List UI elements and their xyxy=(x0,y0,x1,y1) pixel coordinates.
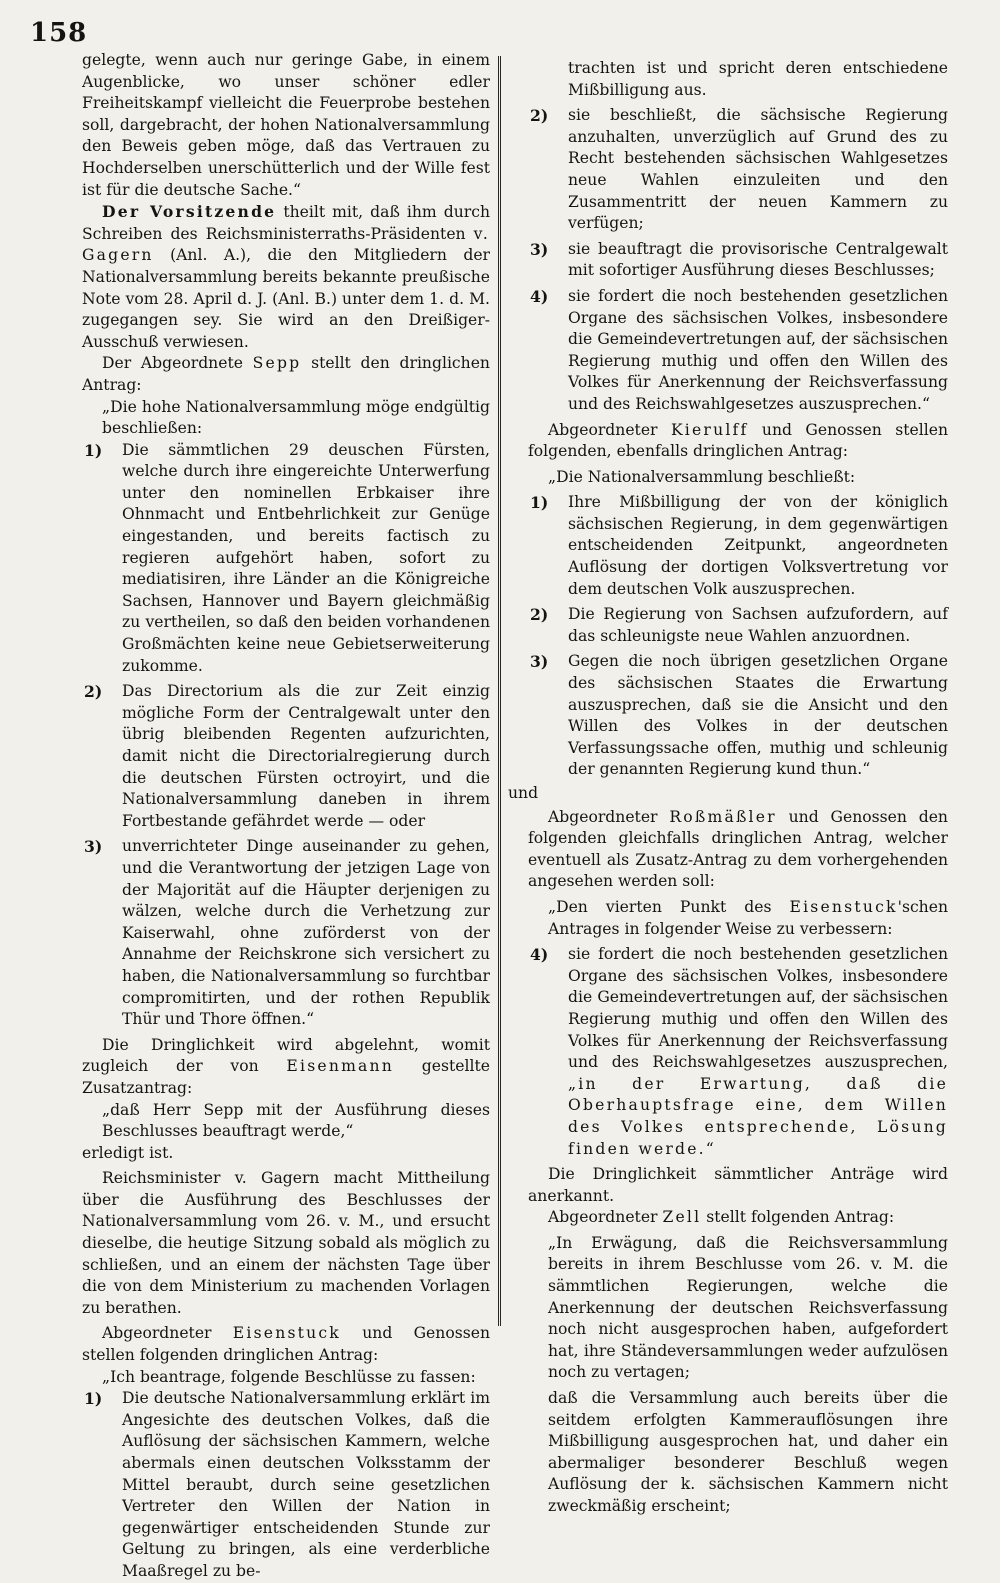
person-name: Sepp xyxy=(252,354,302,373)
paragraph-rossmaessler-intro: Abgeordneter Roßmäßler und Genossen den folgenden gleichfalls dringlichen Antrag, welcher eventuell als Zusatz-Antrag zu dem vorhergehenden angesehen werden soll: xyxy=(528,807,948,891)
paragraph-kierulff-intro: Abgeordneter Kierulff und Genossen stellen folgenden, ebenfalls dringlichen Antrag: xyxy=(528,420,948,461)
paragraph-sepp-intro: Der Abgeordnete Sepp stellt den dringlichen Antrag: xyxy=(82,354,490,394)
paragraph-eisenstuck-intro: Abgeordneter Eisenstuck und Genossen stellen folgenden dringlichen Antrag: xyxy=(82,1324,490,1365)
motion-quote: „Ich beantrage, folgende Beschlüsse zu fassen: xyxy=(102,1367,476,1386)
paragraph-settled: erledigt ist. xyxy=(82,1143,174,1162)
person-name: v. Gagern xyxy=(82,224,490,265)
motion-item: 3) Gegen die noch übrigen gesetzlichen Organe des sächsischen Staates die Erwartung auszusprechen, daß sie die Ansicht und den Willen des Volkes in der deutschen Verfassungssache offen, muthig und schleunig der genannten Regierung kund thun.“ xyxy=(530,652,948,779)
motion-item: 2) Die Regierung von Sachsen aufzufordern, auf das schleunigste neue Wahlen anzuordnen. xyxy=(530,605,948,645)
column-divider xyxy=(498,56,501,1326)
motion-item: 1) Die sämmtlichen 29 deuschen Fürsten, welche durch ihre eingereichte Unterwerfung unter den nominellen Erbkaiser ihre Ohnmacht und Entbehrlichkeit zur Genüge eingestanden, und bereits factisch zu regieren aufgehört haben, sofort zu mediatisiren, ihre Länder an die Königreiche Sachsen, Hannover und Bayern gleichmäßig zu vertheilen, so daß den beiden vorhandenen Großmächten keine neue Gebietserweiterung zukomme. xyxy=(84,440,490,675)
paragraph-continuation: gelegte, wenn auch nur geringe Gabe, in einem Augenblicke, wo unser schöner edler Freiheitskampf vielleicht die Feuerprobe bestehen soll, dargebracht, der hohen Nationalversammlung den Beweis geben möge, daß das Vertrauen zu Hochderselben unerschütterlich und der Wille fest ist für die deutsche Sache.“ xyxy=(82,51,490,199)
motion-item: 1) Ihre Mißbilligung der von der königlich sächsischen Regierung, in dem gegenwärtigen entscheidenden Zeitpunkt, angeordneten Auflösung der dortigen Volksvertretung vor dem deutschen Volk auszusprechen. xyxy=(530,493,948,598)
person-name: Roßmäßler xyxy=(669,807,777,826)
person-name: Eisenstuck xyxy=(232,1324,341,1343)
speaker-name: Der Vorsitzende xyxy=(102,202,277,222)
paragraph-minister: Reichsminister v. Gagern macht Mittheilung über die Ausführung des Beschlusses der Nationalversammlung vom 26. v. M., und ersucht dieselbe, die heutige Sitzung sobald als möglich zu schließen, und an einem der nächsten Tage über die von dem Ministerium zu machenden Vorlagen zu berathen. xyxy=(82,1169,490,1317)
motion-item: 3) sie beauftragt die provisorische Centralgewalt mit sofortiger Ausführung dieses Beschlusses; xyxy=(530,239,948,280)
motion-quote: „Die Nationalversammlung beschließt: xyxy=(548,467,856,486)
paragraph-zell-intro: Abgeordneter Zell stellt folgenden Antrag: xyxy=(548,1208,895,1227)
motion-item: 1) Die deutsche Nationalversammlung erklärt im Angesichte des deutschen Volkes, daß die Auflösung der sächsischen Kammern, welche abermals einen deutschen Volksstamm der Mittel beraubt, durch seine gesetzlichen Vertreter den Willen der Nation in gegenwärtiger entscheidenden Stunde zur Geltung zu bringen, als eine verderbliche Maaßregel zu be- xyxy=(84,1389,490,1580)
person-name: Zell xyxy=(662,1208,702,1227)
motion-quote: daß die Versammlung auch bereits über die seitdem erfolgten Kammerauflösungen ihre Mißbilligung ausgesprochen hat, und daher ein abermaliger besonderer Beschluß wegen Auflösung der k. sächsischen Kammern nicht zweckmäßig erscheint; xyxy=(548,1389,948,1515)
motion-item: 4) sie fordert die noch bestehenden gesetzlichen Organe des sächsischen Volkes, insbesondere die Gemeindevertretungen auf, der sächsischen Regierung muthig und offen den Willen des Volkes für Anerkennung der Reichsverfassung und des Reichswahlgesetzes auszusprechen.“ xyxy=(530,286,948,413)
emphasized-text: „in der Erwartung, daß die Oberhauptsfrage eine, dem Willen des Volkes entsprechende, Lösung finden werde.“ xyxy=(568,1074,948,1158)
person-name: Kierulff xyxy=(670,420,749,439)
paragraph-rejected: Die Dringlichkeit wird abgelehnt, womit zugleich der von Eisenmann gestellte Zusatzantrag: xyxy=(82,1035,490,1097)
conjunction-und: und xyxy=(508,784,539,802)
person-name: Eisenstuck xyxy=(789,897,898,916)
motion-item: 2) sie beschließt, die sächsische Regierung anzuhalten, unverzüglich auf Grund des zu Recht bestehenden sächsischen Wahlgesetzes neue Wahlen einzuleiten und den Zusammentritt der neuen Kammern zu verfügen; xyxy=(530,106,948,233)
paragraph-urgency: Die Dringlichkeit sämmtlicher Anträge wird anerkannt. xyxy=(528,1165,948,1205)
left-column xyxy=(82,50,490,1583)
page-number: 158 xyxy=(30,18,88,48)
motion-item: 2) Das Directorium als die zur Zeit einzig mögliche Form der Centralgewalt unter den übrig bleibenden Regenten aufzurichten, damit nicht die Directorialregierung durch die deutschen Fürsten octroyirt, und die Nationalversammlung daneben in ihrem Fortbestande gefährdet werde — oder xyxy=(84,682,490,830)
amendment-quote: „daß Herr Sepp mit der Ausführung dieses Beschlusses beauftragt werde,“ xyxy=(102,1100,490,1141)
paragraph-president: Der Vorsitzende theilt mit, daß ihm durch Schreiben des Reichsministerraths-Präsidenten v. Gagern (Anl. A.), die den Mitgliedern der Nationalversammlung bereits bekannte preußische Note vom 28. April d. J. (Anl. B.) unter dem 1. d. M. zugegangen sey. Sie wird an den Dreißiger-Ausschuß verwiesen. xyxy=(82,202,491,351)
motion-quote: „In Erwägung, daß die Reichsversammlung bereits in ihrem Beschlusse vom 26. v. M. die sämmtlichen Regierungen, welche die Anerkennung der deutschen Reichsverfassung noch nicht ausgesprochen haben, aufgefordert hat, ihre Ständeversammlungen weder aufzulösen noch zu vertagen; xyxy=(548,1233,948,1382)
right-column xyxy=(508,58,948,1518)
paragraph-continuation: trachten ist und spricht deren entschiedene Mißbilligung aus. xyxy=(568,59,948,99)
person-name: Eisenmann xyxy=(286,1057,395,1076)
amendment-quote: „Den vierten Punkt des Eisenstuck'schen Antrages in folgender Weise zu verbessern: xyxy=(548,897,948,938)
motion-item: 4) sie fordert die noch bestehenden gesetzlichen Organe des sächsischen Volkes, insbesondere die Gemeindevertretungen auf, der sächsischen Regierung muthig und offen den Willen des Volkes für Anerkennung der Reichsverfassung und des Reichswahlgesetzes auszusprechen, „in der Erwartung, daß die Oberhauptsfrage eine, dem Willen des Volkes entsprechende, Lösung finden werde.“ xyxy=(530,945,948,1158)
motion-quote: „Die hohe Nationalversammlung möge endgültig beschließen: xyxy=(102,397,490,438)
motion-item: 3) unverrichteter Dinge auseinander zu gehen, und die Verantwortung der jetzigen Lage von der Majorität auf die Häupter derjenigen zu wälzen, welche durch die Verhetzung zur Kaiserwahl, ohne zuförderst von der Annahme der Reichskrone sich versichert zu haben, die Nationalversammlung so furchtbar compromitirten, und der rothen Republik Thür und Thore öffnen.“ xyxy=(84,837,490,1029)
